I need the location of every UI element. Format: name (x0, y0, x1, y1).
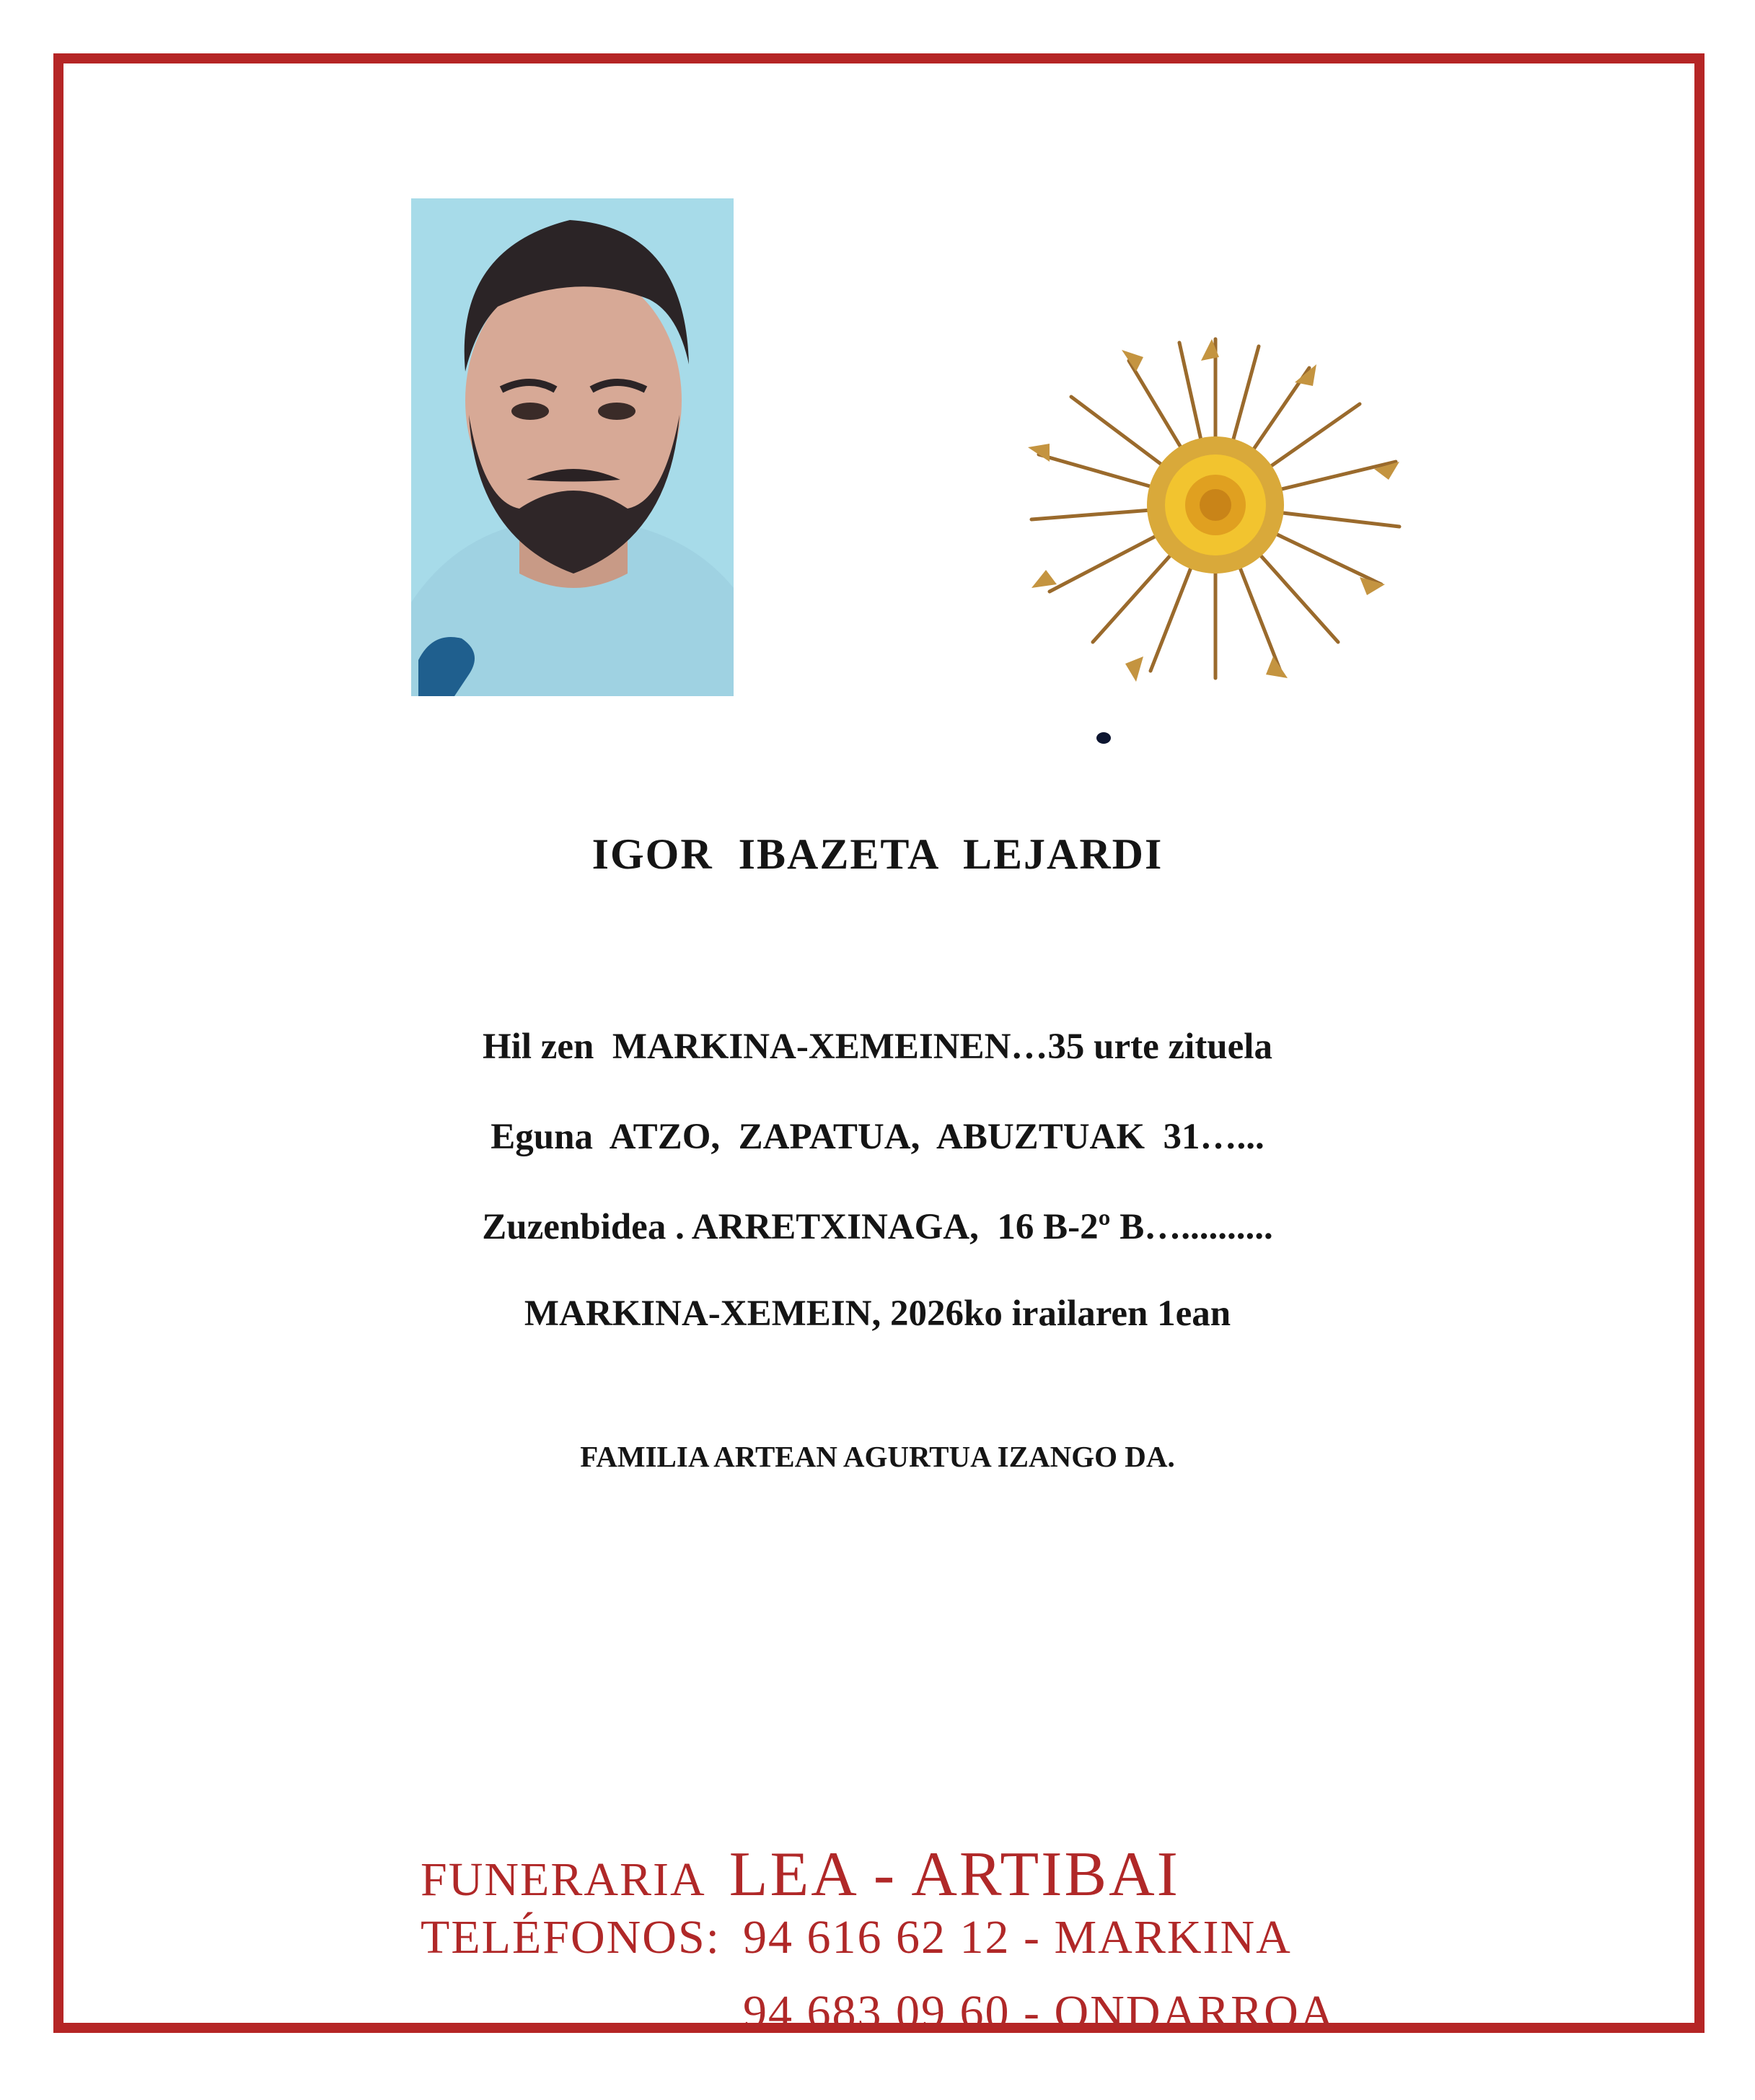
thistle-flower-icon (1021, 328, 1410, 689)
death-date: Eguna ATZO, ZAPATUA, ABUZTUAK 31…... (491, 1117, 1264, 1157)
ink-spot (1096, 732, 1111, 744)
phone-ondarroa: 94 683 09 60 - ONDARROA (743, 1986, 1336, 2039)
deceased-name: IGOR IBAZETA LEJARDI (591, 830, 1164, 878)
funeral-home-label: FUNERARIA (421, 1853, 706, 1906)
phones-label: TELÉFONOS: (421, 1911, 721, 1964)
funeral-home-heading (421, 1838, 1180, 1911)
place-date: MARKINA-XEMEIN, 2026ko irailaren 1ean (524, 1293, 1231, 1334)
phone-markina: 94 616 62 12 - MARKINA (743, 1911, 1292, 1964)
funeral-home-name: LEA - ARTIBAI (729, 1840, 1180, 1910)
portrait-photo (411, 198, 734, 696)
death-place-age: Hil zen MARKINA-XEMEINEN…35 urte zituela (483, 1027, 1272, 1067)
address: Zuzenbidea . ARRETXINAGA, 16 B-2º B….......... (482, 1207, 1273, 1247)
family-notice: FAMILIA ARTEAN AGURTUA IZANGO DA. (580, 1440, 1175, 1473)
